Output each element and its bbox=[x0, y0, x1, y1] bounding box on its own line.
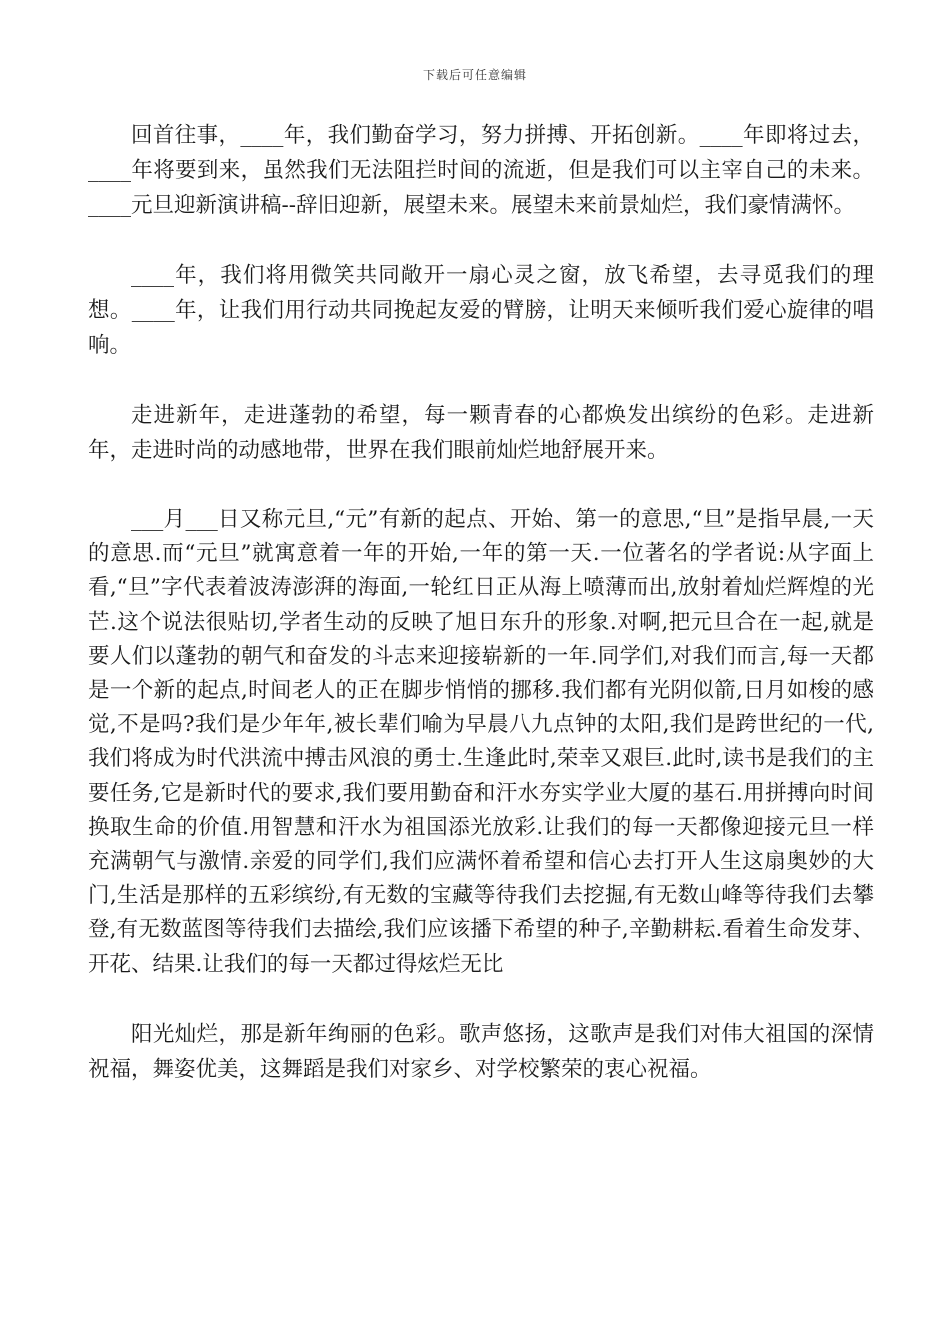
document-body bbox=[88, 118, 874, 1087]
paragraph-2: ____年，我们将用微笑共同敞开一扇心灵之窗，放飞希望，去寻觅我们的理想。____年，让我们用行动共同挽起友爱的臂膀，让明天来倾听我们爱心旋律的唱响。 bbox=[88, 263, 874, 358]
page-header: 下载后可任意编辑 bbox=[422, 68, 527, 82]
paragraph-5: 阳光灿烂，那是新年绚丽的色彩。歌声悠扬，这歌声是我们对伟大祖国的深情祝福，舞姿优美，这舞蹈是我们对家乡、对学校繁荣的衷心祝福。 bbox=[88, 1021, 874, 1082]
paragraph-3: 走进新年，走进蓬勃的希望，每一颗青春的心都焕发出缤纷的色彩。走进新年，走进时尚的动感地带，世界在我们眼前灿烂地舒展开来。 bbox=[88, 403, 874, 463]
paragraph-1: 回首往事，____年，我们勤奋学习，努力拼搏、开拓创新。____年即将过去，____年将要到来，虽然我们无法阻拦时间的流逝，但是我们可以主宰自己的未来。____元旦迎新演讲稿--辞旧迎新，展望未来。展望未来前景灿烂，我们豪情满怀。 bbox=[88, 123, 874, 218]
paragraph-4: ___月___日又称元旦,“元”有新的起点、开始、第一的意思,“旦”是指早晨,一天的意思.而“元旦”就寓意着一年的开始,一年的第一天.一位著名的学者说:从字面上看,“旦”字代表着波涛澎湃的海面,一轮红日正从海上喷薄而出,放射着灿烂辉煌的光芒.这个说法很贴切,学者生动的反映了旭日东升的形象.对啊,把元旦合在一起,就是要人们以蓬勃的朝气和奋发的斗志来迎接崭新的一年.同学们,对我们而言,每一天都是一个新的起点,时间老人的正在脚步悄悄的挪移.我们都有光阴似箭,日月如梭的感觉,不是吗?我们是少年年,被长辈们喻为早晨八九点钟的太阳,我们是跨世纪的一代,我们将成为时代洪流中搏击风浪的勇士.生逢此时,荣幸又艰巨.此时,读书是我们的主要任务,它是新时代的要求,我们要用勤奋和汗水夯实学业大厦的基石.用拼搏向时间换取生命的价值.用智慧和汗水为祖国添光放彩.让我们的每一天都像迎接元旦一样充满朝气与激情.亲爱的同学们,我们应满怀着希望和信心去打开人生这扇奥妙的大门,生活是那样的五彩缤纷,有无数的宝藏等待我们去挖掘,有无数山峰等待我们去攀登,有无数蓝图等待我们去描绘,我们应该播下希望的种子,辛勤耕耘.看着生命发芽、开花、结果.让我们的每一天都过得炫烂无比 bbox=[88, 507, 874, 977]
